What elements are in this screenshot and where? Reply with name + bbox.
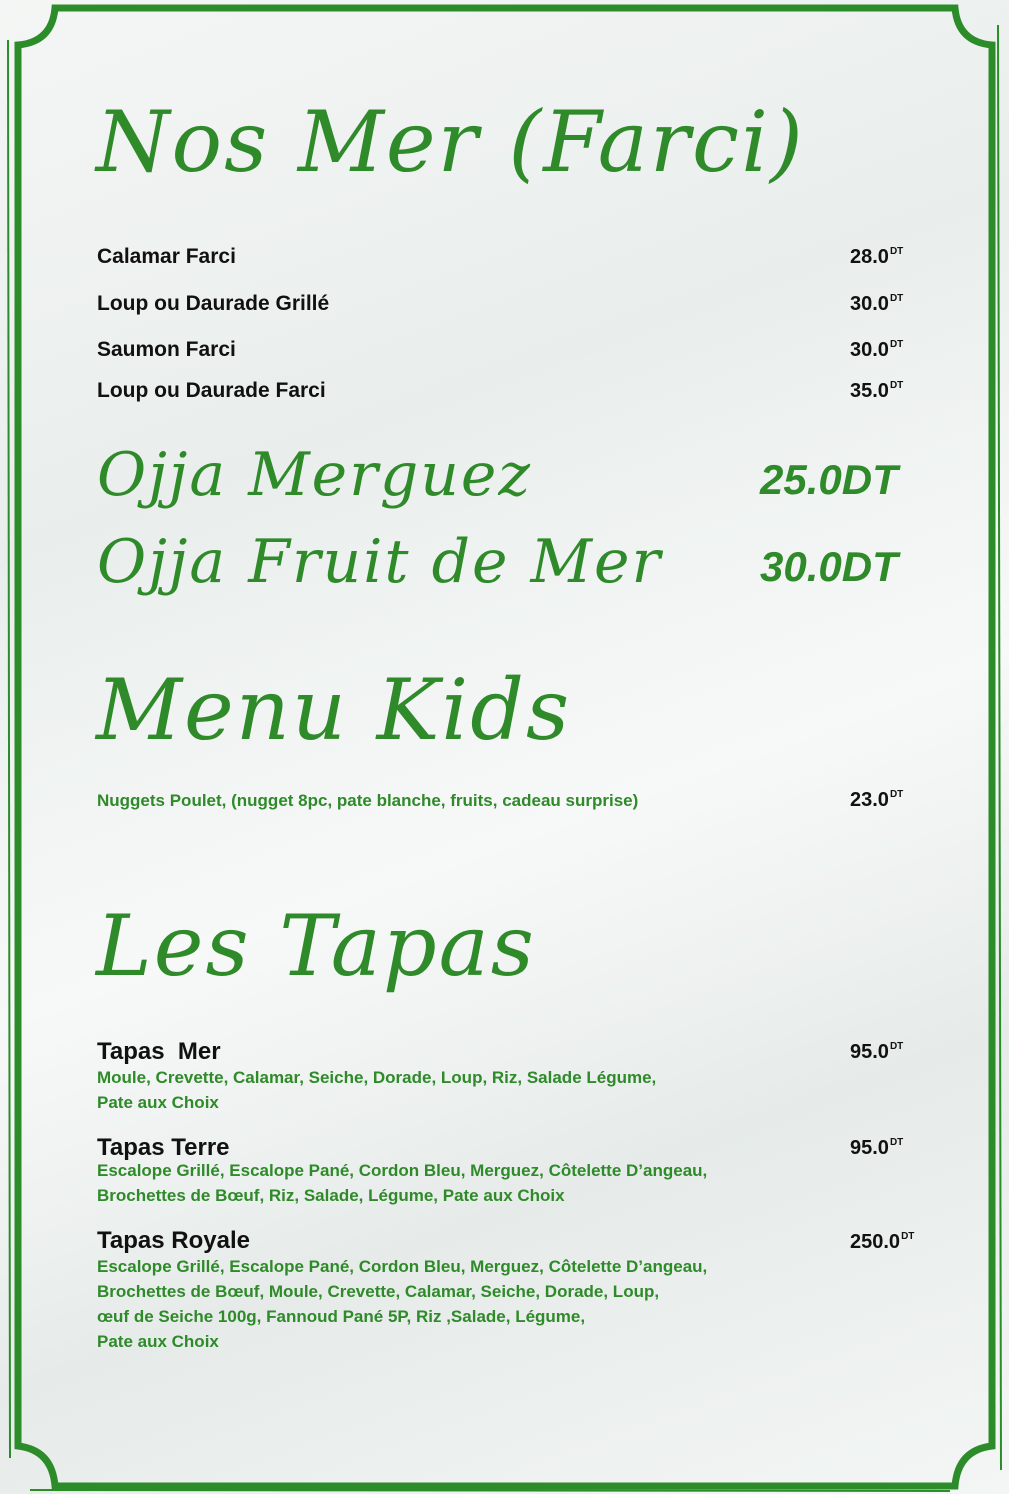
menu-item-name: Loup ou Daurade Farci: [97, 379, 326, 402]
kids-item-price: $23.0^{DT}$: [850, 789, 904, 811]
special-item-price: 30.0DT: [760, 543, 898, 590]
menu-item-price: $28.0^{DT}$: [850, 246, 904, 268]
tapas-price: $95.0^{DT}$: [850, 1041, 904, 1063]
menu-item-name: Calamar Farci: [97, 245, 236, 268]
special-item-price: 25.0DT: [760, 456, 898, 503]
special-item-name: Ojja Merguez: [97, 440, 533, 510]
menu-item-price: $30.0^{DT}$: [850, 339, 904, 361]
tapas-price: $250.0^{DT}$: [850, 1231, 915, 1253]
tapas-description: Escalope Grillé, Escalope Pané, Cordon Bleu, Merguez, Côtelette D’angeau, Brochettes de Bœuf, Riz, Salade, Légume, Pate aux Choix: [97, 1161, 708, 1205]
tapas-price: $95.0^{DT}$: [850, 1137, 904, 1159]
menu-item-price: $30.0^{DT}$: [850, 293, 904, 315]
section-title-les-tapas: Les Tapas: [96, 897, 536, 995]
section-title-menu-kids: Menu Kids: [96, 661, 572, 759]
menu-item-name: Saumon Farci: [97, 338, 236, 361]
menu-item-name: Loup ou Daurade Grillé: [97, 292, 330, 315]
tapas-name: Tapas Mer: [97, 1038, 221, 1065]
section-title-mer-farci: Nos Mer (Farci): [96, 93, 805, 191]
menu-item-price: $35.0^{DT}$: [850, 380, 904, 402]
special-item-name: Ojja Fruit de Mer: [97, 527, 663, 597]
tapas-description: Escalope Grillé, Escalope Pané, Cordon Bleu, Merguez, Côtelette D’angeau, Brochettes de Bœuf, Moule, Crevette, Calamar, Seiche, Dorade, Loup, œuf de Seiche 100g, Fannoud Pané 5P, Riz ,Salade, Légume, Pate aux Choix: [97, 1257, 708, 1351]
kids-item-name: Nuggets Poulet, (nugget 8pc, pate blanche, fruits, cadeau surprise): [97, 791, 639, 810]
tapas-name: Tapas Terre: [97, 1134, 230, 1161]
tapas-name: Tapas Royale: [97, 1227, 250, 1254]
tapas-description: Moule, Crevette, Calamar, Seiche, Dorade, Loup, Riz, Salade Légume, Pate aux Choix: [97, 1068, 657, 1112]
